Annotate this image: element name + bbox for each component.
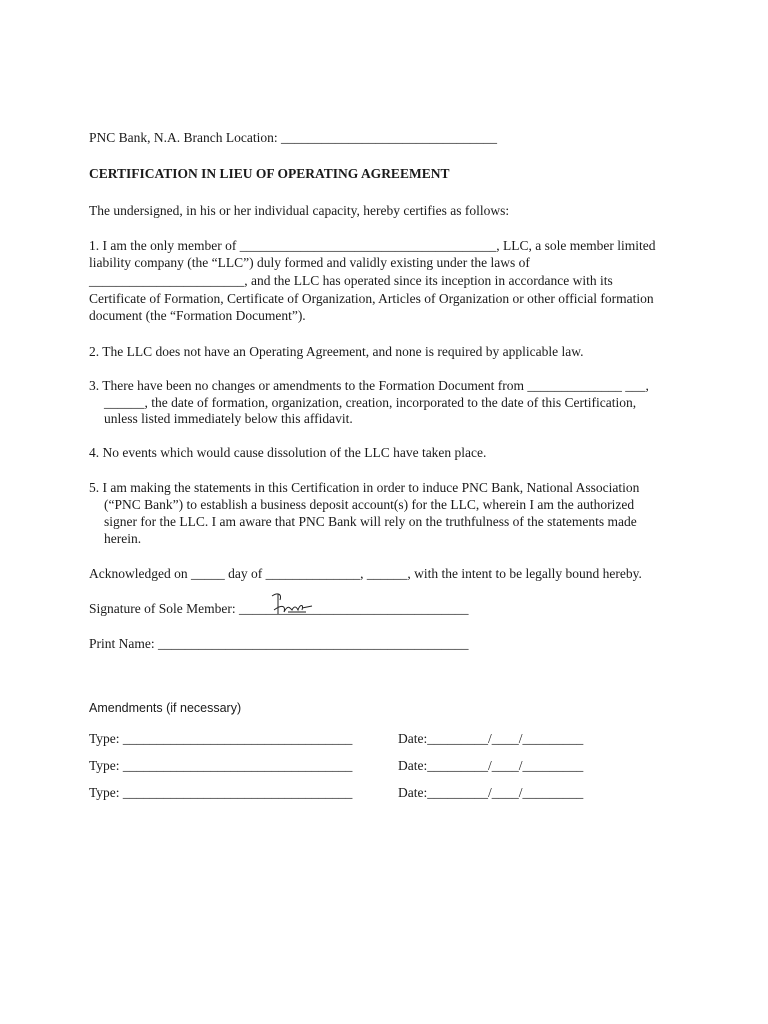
amendment-type-2: Type: __________________________________ — [89, 758, 353, 773]
item5-line4: herein. — [104, 531, 142, 546]
item1-line5: document (the “Formation Document”). — [89, 308, 306, 323]
intro-paragraph: The undersigned, in his or her individual capacity, hereby certifies as follows: — [89, 203, 510, 218]
item5-line1: 5. I am making the statements in this Certification in order to induce PNC Bank, National Association — [89, 480, 640, 495]
item5-line3: signer for the LLC. I am aware that PNC Bank will rely on the truthfulness of the statements made — [104, 514, 637, 529]
print-name-line: Print Name: ______________________________________________ — [89, 636, 469, 651]
signature-scribble-icon — [268, 590, 316, 618]
amendment-type-3: Type: __________________________________ — [89, 785, 353, 800]
amendment-date-1: Date:_________/____/_________ — [398, 731, 584, 746]
item4: 4. No events which would cause dissolution of the LLC have taken place. — [89, 445, 487, 460]
document-title: CERTIFICATION IN LIEU OF OPERATING AGREEMENT — [89, 166, 450, 181]
signature-line: Signature of Sole Member: __________________________________ — [89, 601, 469, 616]
amendments-heading: Amendments (if necessary) — [89, 701, 242, 715]
amendment-date-3: Date:_________/____/_________ — [398, 785, 584, 800]
item1-line3: _______________________, and the LLC has operated since its inception in accordance with its — [89, 273, 613, 288]
item3-line2: ______, the date of formation, organization, creation, incorporated to the date of this Certification, — [104, 395, 637, 410]
item1-line2: liability company (the “LLC”) duly formed and validly existing under the laws of — [89, 255, 530, 270]
item1-line1: 1. I am the only member of ______________________________________, LLC, a sole member limited — [89, 238, 656, 253]
item3-line1: 3. There have been no changes or amendments to the Formation Document from ______________ ___, — [89, 378, 649, 393]
acknowledged-line: Acknowledged on _____ day of ______________, ______, with the intent to be legally bound hereby. — [89, 566, 642, 581]
amendment-type-1: Type: __________________________________ — [89, 731, 353, 746]
item3-line3: unless listed immediately below this affidavit. — [104, 411, 353, 426]
item5-line2: (“PNC Bank”) to establish a business deposit account(s) for the LLC, wherein I am the authorized — [104, 497, 635, 512]
item1-line4: Certificate of Formation, Certificate of Organization, Articles of Organization or other official formation — [89, 291, 654, 306]
branch-location-line: PNC Bank, N.A. Branch Location: ________________________________ — [89, 130, 497, 145]
item2: 2. The LLC does not have an Operating Agreement, and none is required by applicable law. — [89, 344, 584, 359]
handwritten-signature — [268, 590, 316, 618]
amendment-date-2: Date:_________/____/_________ — [398, 758, 584, 773]
